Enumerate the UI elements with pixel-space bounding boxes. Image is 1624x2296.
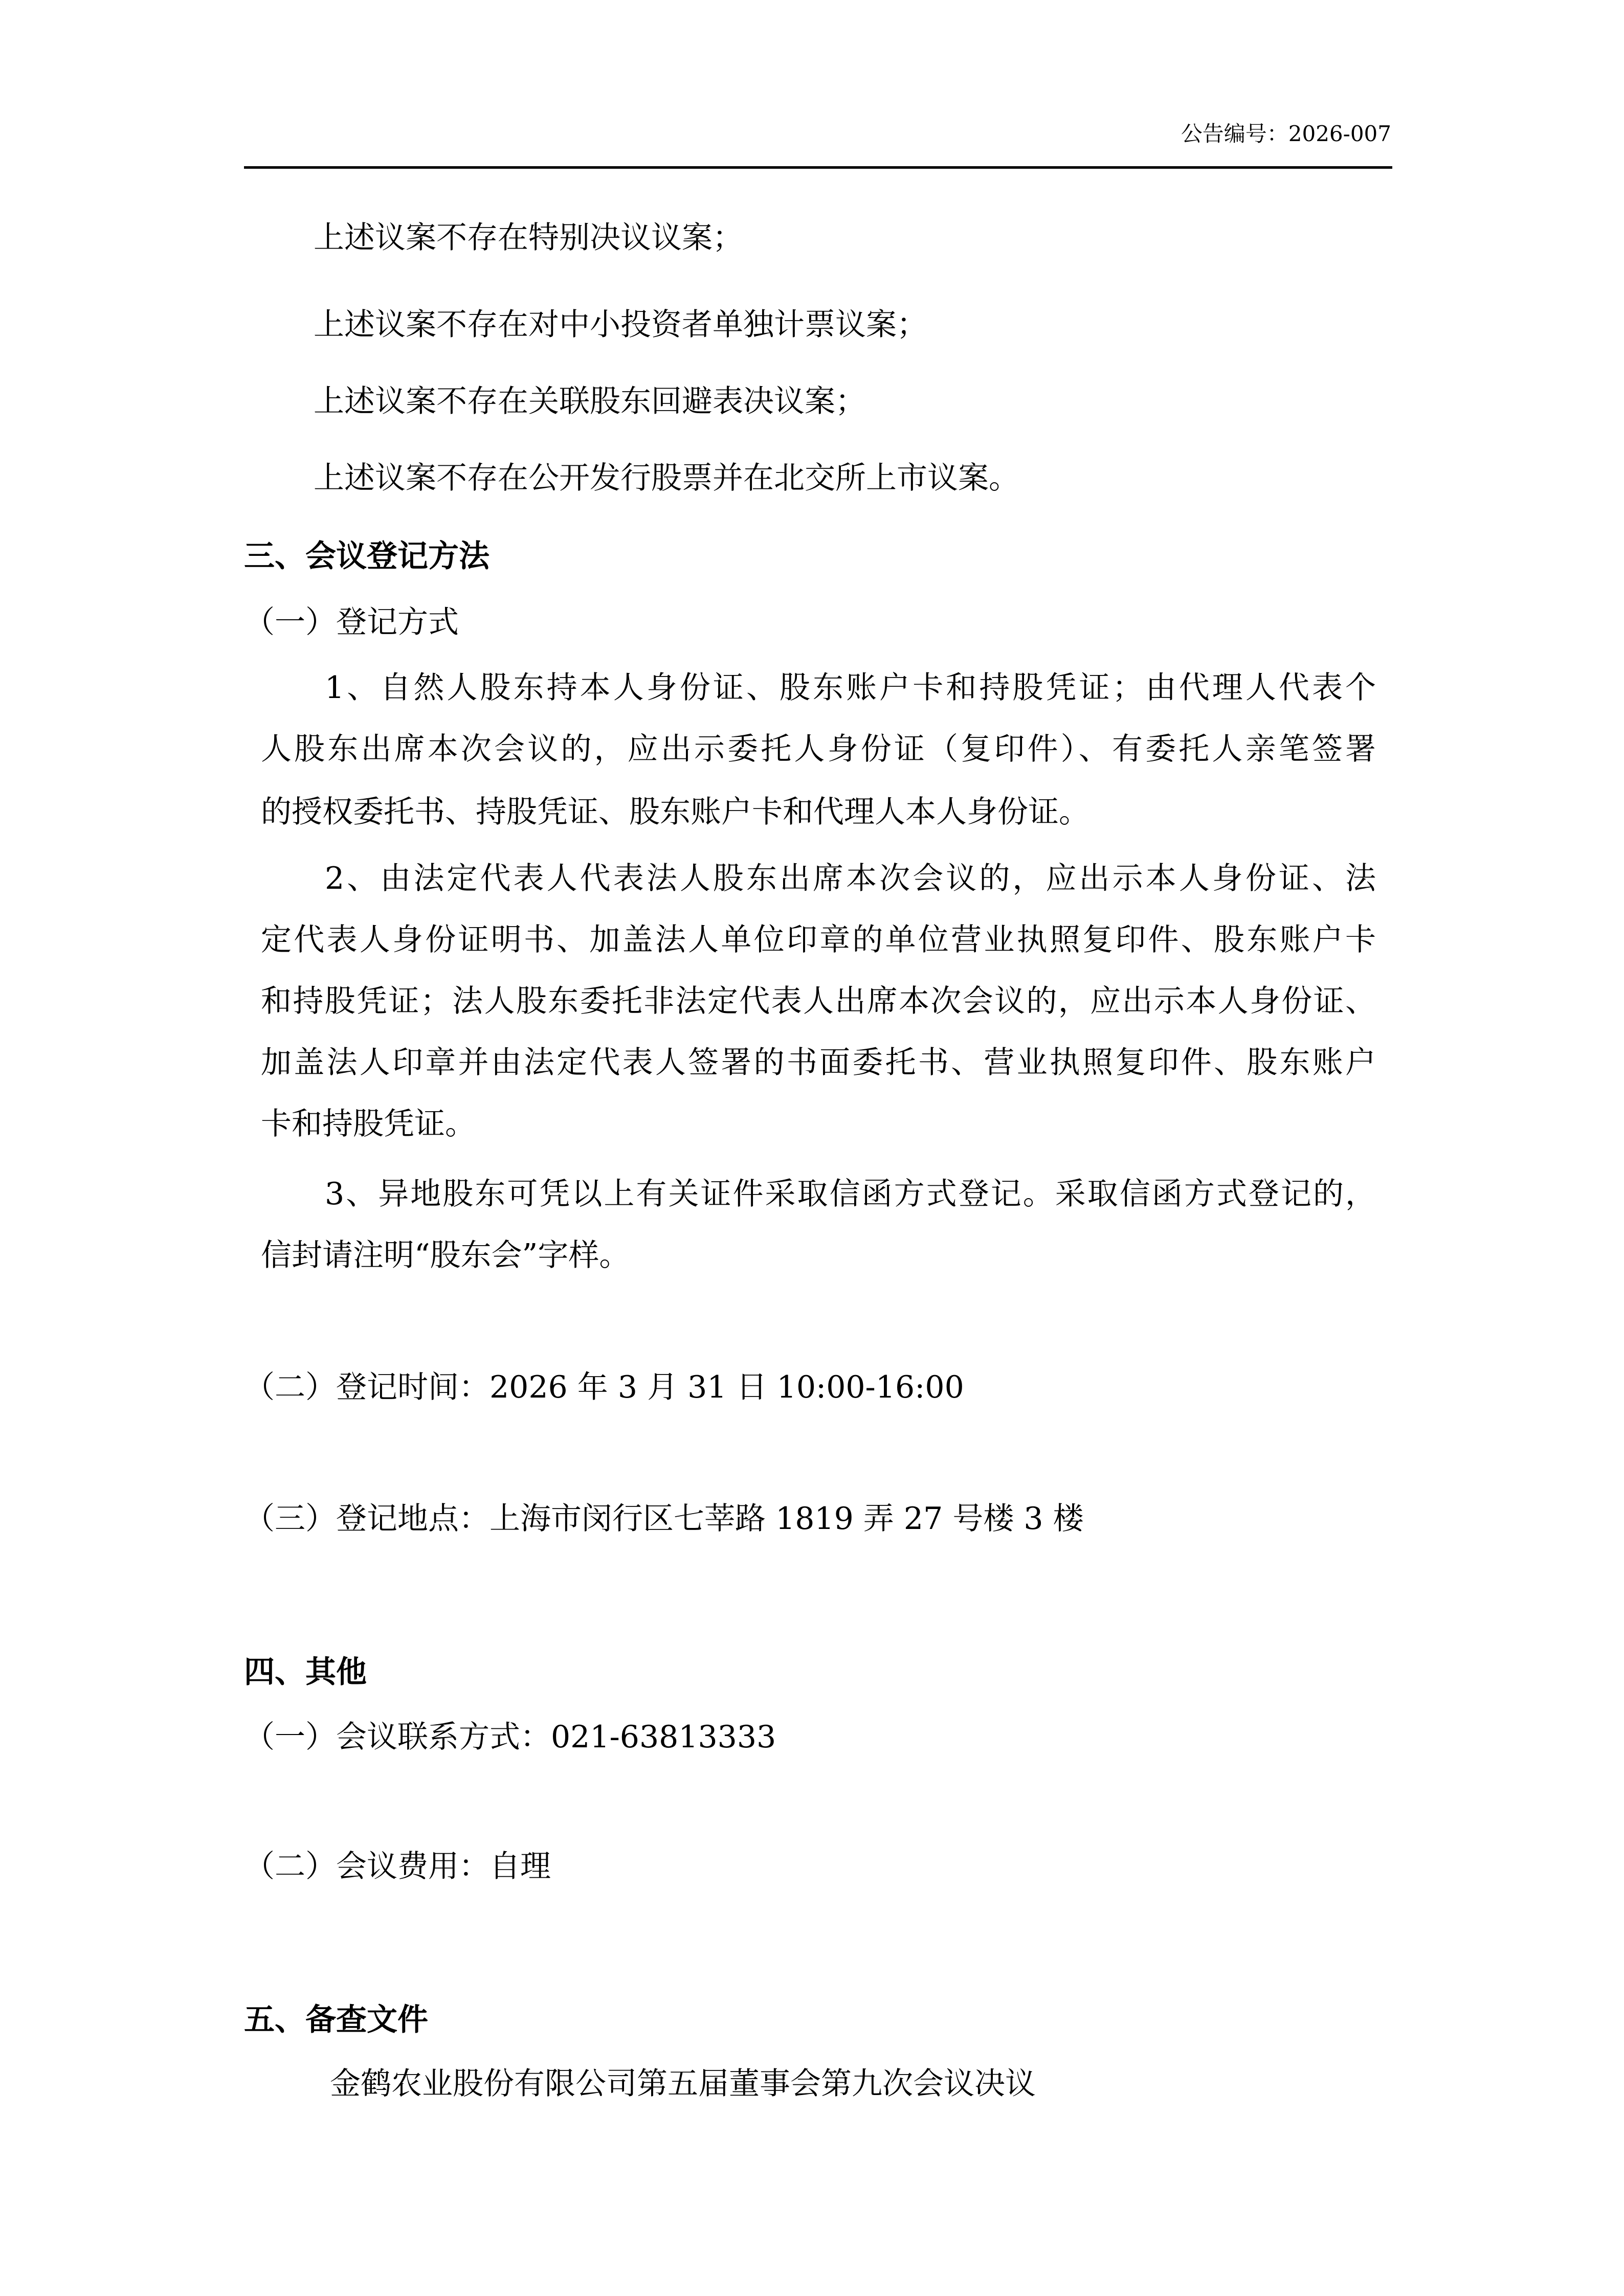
proposal-note: 上述议案不存在对中小投资者单独计票议案； [314,307,927,343]
paragraph-line: 3、异地股东可凭以上有关证件采取信函方式登记。采取信函方式登记的， [325,1176,1376,1212]
paragraph-line: 加盖法人印章并由法定代表人签署的书面委托书、营业执照复印件、股东账户 [261,1045,1376,1081]
proposal-note: 上述议案不存在公开发行股票并在北交所上市议案。 [314,460,1019,496]
proposal-note: 上述议案不存在关联股东回避表决议案； [314,384,866,419]
proposal-note: 上述议案不存在特别决议议案； [314,220,743,256]
paragraph-line: 定代表人身份证明书、加盖法人单位印章的单位营业执照复印件、股东账户卡 [261,922,1376,958]
contact-info: （一）会议联系方式：021-63813333 [244,1719,776,1755]
section-heading: 四、其他 [244,1654,367,1690]
meeting-fee: （二）会议费用：自理 [244,1849,551,1884]
paragraph-line: 的授权委托书、持股凭证、股东账户卡和代理人本人身份证。 [261,794,1089,830]
paragraph-line: 1、自然人股东持本人身份证、股东账户卡和持股凭证；由代理人代表个 [325,670,1376,706]
section-heading: 五、备查文件 [244,2002,428,2038]
paragraph-line: 和持股凭证；法人股东委托非法定代表人出席本次会议的，应出示本人身份证、 [261,983,1376,1019]
header-rule [244,166,1392,169]
reference-document: 金鹤农业股份有限公司第五届董事会第九次会议决议 [330,2066,1036,2102]
registration-time: （二）登记时间：2026 年 3 月 31 日 10:00-16:00 [244,1369,964,1405]
registration-location: （三）登记地点：上海市闵行区七莘路 1819 弄 27 号楼 3 楼 [244,1501,1084,1537]
section-heading: 三、会议登记方法 [244,538,490,574]
paragraph-line: 2、由法定代表人代表法人股东出席本次会议的，应出示本人身份证、法 [325,861,1376,896]
paragraph-line: 卡和持股凭证。 [261,1106,476,1142]
paragraph-line: 人股东出席本次会议的，应出示委托人身份证（复印件）、有委托人亲笔签署 [261,731,1376,767]
paragraph-line: 信封请注明“股东会”字样。 [261,1237,630,1273]
subsection-heading: （一）登记方式 [244,604,459,640]
announcement-number: 公告编号：2026-007 [1181,121,1391,146]
